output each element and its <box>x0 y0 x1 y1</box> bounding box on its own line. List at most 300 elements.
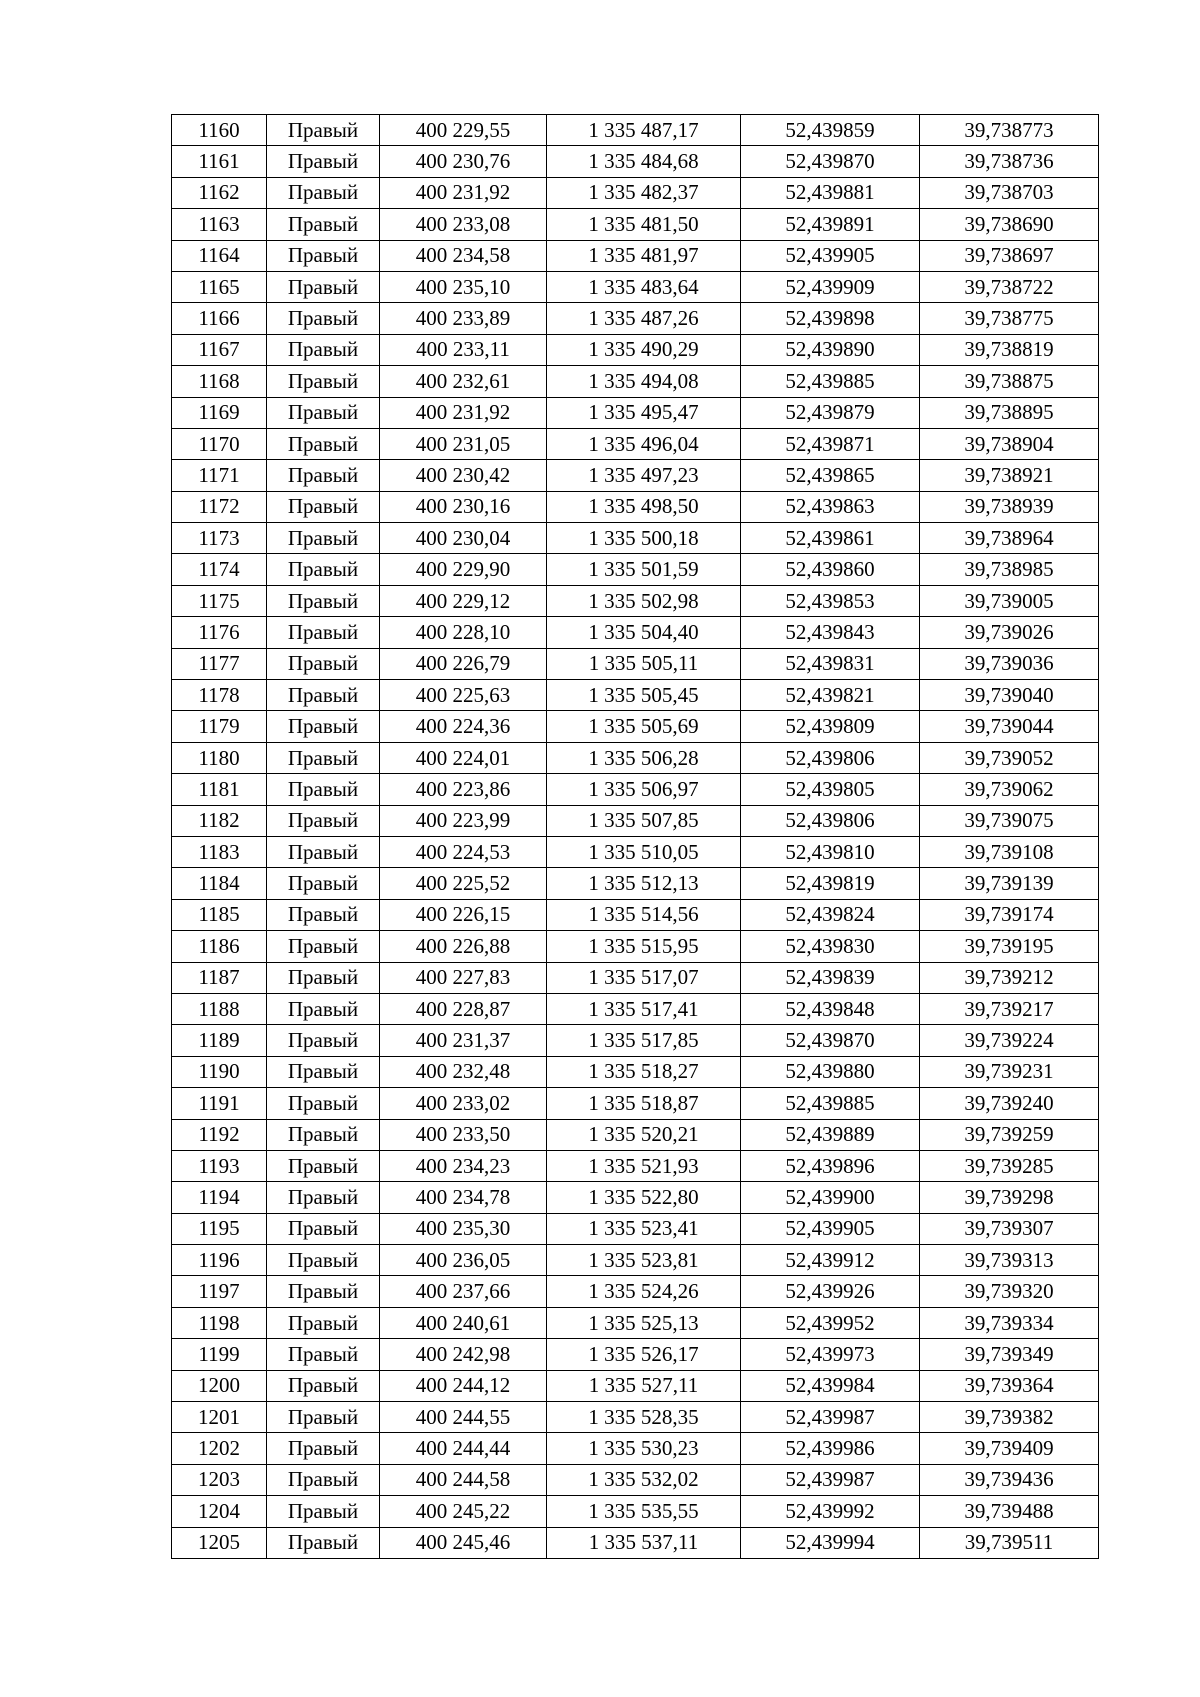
latitude-cell: 52,439861 <box>741 523 920 554</box>
point-number-cell: 1199 <box>172 1339 267 1370</box>
point-number-cell: 1189 <box>172 1025 267 1056</box>
y-coordinate-cell: 1 335 496,04 <box>547 428 741 459</box>
latitude-cell: 52,439992 <box>741 1496 920 1527</box>
latitude-cell: 52,439880 <box>741 1056 920 1087</box>
longitude-cell: 39,739307 <box>920 1213 1099 1244</box>
y-coordinate-cell: 1 335 483,64 <box>547 271 741 302</box>
longitude-cell: 39,739349 <box>920 1339 1099 1370</box>
point-number-cell: 1202 <box>172 1433 267 1464</box>
x-coordinate-cell: 400 223,99 <box>380 805 547 836</box>
longitude-cell: 39,739259 <box>920 1119 1099 1150</box>
y-coordinate-cell: 1 335 517,85 <box>547 1025 741 1056</box>
longitude-cell: 39,739052 <box>920 742 1099 773</box>
longitude-cell: 39,738939 <box>920 491 1099 522</box>
table-row <box>172 1056 1099 1087</box>
latitude-cell: 52,439806 <box>741 742 920 773</box>
point-number-cell: 1177 <box>172 648 267 679</box>
longitude-cell: 39,739174 <box>920 899 1099 930</box>
y-coordinate-cell: 1 335 507,85 <box>547 805 741 836</box>
x-coordinate-cell: 400 245,22 <box>380 1496 547 1527</box>
latitude-cell: 52,439879 <box>741 397 920 428</box>
point-number-cell: 1181 <box>172 774 267 805</box>
point-number-cell: 1194 <box>172 1182 267 1213</box>
latitude-cell: 52,439898 <box>741 303 920 334</box>
side-cell: Правый <box>267 1213 380 1244</box>
y-coordinate-cell: 1 335 526,17 <box>547 1339 741 1370</box>
point-number-cell: 1163 <box>172 209 267 240</box>
x-coordinate-cell: 400 231,92 <box>380 177 547 208</box>
latitude-cell: 52,439905 <box>741 1213 920 1244</box>
latitude-cell: 52,439870 <box>741 146 920 177</box>
longitude-cell: 39,739224 <box>920 1025 1099 1056</box>
longitude-cell: 39,739005 <box>920 585 1099 616</box>
table-row <box>172 397 1099 428</box>
table-row <box>172 1464 1099 1495</box>
side-cell: Правый <box>267 1307 380 1338</box>
table-row <box>172 1276 1099 1307</box>
point-number-cell: 1167 <box>172 334 267 365</box>
side-cell: Правый <box>267 1276 380 1307</box>
coordinates-table-body <box>172 115 1099 1559</box>
longitude-cell: 39,739139 <box>920 868 1099 899</box>
y-coordinate-cell: 1 335 518,87 <box>547 1088 741 1119</box>
side-cell: Правый <box>267 209 380 240</box>
latitude-cell: 52,439819 <box>741 868 920 899</box>
latitude-cell: 52,439926 <box>741 1276 920 1307</box>
point-number-cell: 1174 <box>172 554 267 585</box>
longitude-cell: 39,739212 <box>920 962 1099 993</box>
side-cell: Правый <box>267 460 380 491</box>
point-number-cell: 1185 <box>172 899 267 930</box>
x-coordinate-cell: 400 230,04 <box>380 523 547 554</box>
y-coordinate-cell: 1 335 504,40 <box>547 617 741 648</box>
x-coordinate-cell: 400 231,37 <box>380 1025 547 1056</box>
point-number-cell: 1183 <box>172 836 267 867</box>
side-cell: Правый <box>267 1088 380 1119</box>
side-cell: Правый <box>267 366 380 397</box>
longitude-cell: 39,739075 <box>920 805 1099 836</box>
x-coordinate-cell: 400 224,01 <box>380 742 547 773</box>
side-cell: Правый <box>267 554 380 585</box>
latitude-cell: 52,439865 <box>741 460 920 491</box>
table-row <box>172 868 1099 899</box>
latitude-cell: 52,439900 <box>741 1182 920 1213</box>
latitude-cell: 52,439810 <box>741 836 920 867</box>
point-number-cell: 1179 <box>172 711 267 742</box>
table-row <box>172 774 1099 805</box>
x-coordinate-cell: 400 226,79 <box>380 648 547 679</box>
latitude-cell: 52,439885 <box>741 366 920 397</box>
table-row <box>172 209 1099 240</box>
table-row <box>172 931 1099 962</box>
latitude-cell: 52,439853 <box>741 585 920 616</box>
point-number-cell: 1175 <box>172 585 267 616</box>
point-number-cell: 1165 <box>172 271 267 302</box>
y-coordinate-cell: 1 335 505,45 <box>547 680 741 711</box>
latitude-cell: 52,439896 <box>741 1150 920 1181</box>
point-number-cell: 1184 <box>172 868 267 899</box>
x-coordinate-cell: 400 233,11 <box>380 334 547 365</box>
x-coordinate-cell: 400 235,10 <box>380 271 547 302</box>
x-coordinate-cell: 400 224,53 <box>380 836 547 867</box>
side-cell: Правый <box>267 1119 380 1150</box>
x-coordinate-cell: 400 233,50 <box>380 1119 547 1150</box>
y-coordinate-cell: 1 335 490,29 <box>547 334 741 365</box>
latitude-cell: 52,439885 <box>741 1088 920 1119</box>
side-cell: Правый <box>267 146 380 177</box>
latitude-cell: 52,439871 <box>741 428 920 459</box>
x-coordinate-cell: 400 236,05 <box>380 1245 547 1276</box>
table-row <box>172 680 1099 711</box>
y-coordinate-cell: 1 335 510,05 <box>547 836 741 867</box>
latitude-cell: 52,439843 <box>741 617 920 648</box>
table-row <box>172 240 1099 271</box>
point-number-cell: 1172 <box>172 491 267 522</box>
point-number-cell: 1205 <box>172 1527 267 1558</box>
longitude-cell: 39,738697 <box>920 240 1099 271</box>
longitude-cell: 39,738690 <box>920 209 1099 240</box>
table-row <box>172 711 1099 742</box>
y-coordinate-cell: 1 335 487,17 <box>547 115 741 146</box>
x-coordinate-cell: 400 233,02 <box>380 1088 547 1119</box>
latitude-cell: 52,439870 <box>741 1025 920 1056</box>
x-coordinate-cell: 400 229,12 <box>380 585 547 616</box>
point-number-cell: 1201 <box>172 1402 267 1433</box>
longitude-cell: 39,738773 <box>920 115 1099 146</box>
table-row <box>172 1370 1099 1401</box>
y-coordinate-cell: 1 335 487,26 <box>547 303 741 334</box>
table-row <box>172 805 1099 836</box>
longitude-cell: 39,738904 <box>920 428 1099 459</box>
longitude-cell: 39,739313 <box>920 1245 1099 1276</box>
table-row <box>172 1433 1099 1464</box>
point-number-cell: 1161 <box>172 146 267 177</box>
latitude-cell: 52,439909 <box>741 271 920 302</box>
longitude-cell: 39,738964 <box>920 523 1099 554</box>
y-coordinate-cell: 1 335 525,13 <box>547 1307 741 1338</box>
y-coordinate-cell: 1 335 523,81 <box>547 1245 741 1276</box>
point-number-cell: 1180 <box>172 742 267 773</box>
table-row <box>172 1025 1099 1056</box>
x-coordinate-cell: 400 231,05 <box>380 428 547 459</box>
point-number-cell: 1191 <box>172 1088 267 1119</box>
latitude-cell: 52,439994 <box>741 1527 920 1558</box>
point-number-cell: 1168 <box>172 366 267 397</box>
latitude-cell: 52,439839 <box>741 962 920 993</box>
table-row <box>172 271 1099 302</box>
table-row <box>172 742 1099 773</box>
x-coordinate-cell: 400 234,23 <box>380 1150 547 1181</box>
x-coordinate-cell: 400 233,89 <box>380 303 547 334</box>
y-coordinate-cell: 1 335 523,41 <box>547 1213 741 1244</box>
y-coordinate-cell: 1 335 497,23 <box>547 460 741 491</box>
point-number-cell: 1173 <box>172 523 267 554</box>
table-row <box>172 1402 1099 1433</box>
side-cell: Правый <box>267 240 380 271</box>
side-cell: Правый <box>267 177 380 208</box>
x-coordinate-cell: 400 228,10 <box>380 617 547 648</box>
table-row <box>172 523 1099 554</box>
latitude-cell: 52,439889 <box>741 1119 920 1150</box>
longitude-cell: 39,739240 <box>920 1088 1099 1119</box>
side-cell: Правый <box>267 742 380 773</box>
point-number-cell: 1197 <box>172 1276 267 1307</box>
table-row <box>172 146 1099 177</box>
side-cell: Правый <box>267 334 380 365</box>
table-row <box>172 617 1099 648</box>
y-coordinate-cell: 1 335 495,47 <box>547 397 741 428</box>
y-coordinate-cell: 1 335 505,11 <box>547 648 741 679</box>
side-cell: Правый <box>267 962 380 993</box>
y-coordinate-cell: 1 335 515,95 <box>547 931 741 962</box>
side-cell: Правый <box>267 491 380 522</box>
longitude-cell: 39,739298 <box>920 1182 1099 1213</box>
table-row <box>172 836 1099 867</box>
side-cell: Правый <box>267 648 380 679</box>
side-cell: Правый <box>267 1496 380 1527</box>
side-cell: Правый <box>267 711 380 742</box>
table-row <box>172 334 1099 365</box>
side-cell: Правый <box>267 585 380 616</box>
side-cell: Правый <box>267 1339 380 1370</box>
table-row <box>172 366 1099 397</box>
x-coordinate-cell: 400 245,46 <box>380 1527 547 1558</box>
table-row <box>172 1213 1099 1244</box>
longitude-cell: 39,739382 <box>920 1402 1099 1433</box>
latitude-cell: 52,439973 <box>741 1339 920 1370</box>
point-number-cell: 1187 <box>172 962 267 993</box>
y-coordinate-cell: 1 335 506,97 <box>547 774 741 805</box>
x-coordinate-cell: 400 223,86 <box>380 774 547 805</box>
x-coordinate-cell: 400 230,16 <box>380 491 547 522</box>
longitude-cell: 39,738875 <box>920 366 1099 397</box>
longitude-cell: 39,739108 <box>920 836 1099 867</box>
latitude-cell: 52,439905 <box>741 240 920 271</box>
latitude-cell: 52,439860 <box>741 554 920 585</box>
side-cell: Правый <box>267 931 380 962</box>
x-coordinate-cell: 400 240,61 <box>380 1307 547 1338</box>
latitude-cell: 52,439830 <box>741 931 920 962</box>
table-row <box>172 303 1099 334</box>
table-row <box>172 1088 1099 1119</box>
longitude-cell: 39,739320 <box>920 1276 1099 1307</box>
longitude-cell: 39,738736 <box>920 146 1099 177</box>
longitude-cell: 39,739195 <box>920 931 1099 962</box>
longitude-cell: 39,739436 <box>920 1464 1099 1495</box>
side-cell: Правый <box>267 397 380 428</box>
longitude-cell: 39,739334 <box>920 1307 1099 1338</box>
point-number-cell: 1166 <box>172 303 267 334</box>
point-number-cell: 1204 <box>172 1496 267 1527</box>
table-row <box>172 1119 1099 1150</box>
side-cell: Правый <box>267 617 380 648</box>
side-cell: Правый <box>267 868 380 899</box>
longitude-cell: 39,739364 <box>920 1370 1099 1401</box>
point-number-cell: 1169 <box>172 397 267 428</box>
latitude-cell: 52,439831 <box>741 648 920 679</box>
y-coordinate-cell: 1 335 505,69 <box>547 711 741 742</box>
side-cell: Правый <box>267 836 380 867</box>
x-coordinate-cell: 400 244,12 <box>380 1370 547 1401</box>
longitude-cell: 39,738703 <box>920 177 1099 208</box>
y-coordinate-cell: 1 335 528,35 <box>547 1402 741 1433</box>
y-coordinate-cell: 1 335 501,59 <box>547 554 741 585</box>
point-number-cell: 1200 <box>172 1370 267 1401</box>
latitude-cell: 52,439987 <box>741 1402 920 1433</box>
table-row <box>172 993 1099 1024</box>
side-cell: Правый <box>267 1150 380 1181</box>
x-coordinate-cell: 400 224,36 <box>380 711 547 742</box>
side-cell: Правый <box>267 1025 380 1056</box>
y-coordinate-cell: 1 335 494,08 <box>547 366 741 397</box>
x-coordinate-cell: 400 226,15 <box>380 899 547 930</box>
y-coordinate-cell: 1 335 537,11 <box>547 1527 741 1558</box>
x-coordinate-cell: 400 225,63 <box>380 680 547 711</box>
side-cell: Правый <box>267 1370 380 1401</box>
table-row <box>172 115 1099 146</box>
y-coordinate-cell: 1 335 481,97 <box>547 240 741 271</box>
point-number-cell: 1162 <box>172 177 267 208</box>
x-coordinate-cell: 400 227,83 <box>380 962 547 993</box>
latitude-cell: 52,439859 <box>741 115 920 146</box>
table-row <box>172 1245 1099 1276</box>
x-coordinate-cell: 400 229,55 <box>380 115 547 146</box>
point-number-cell: 1164 <box>172 240 267 271</box>
point-number-cell: 1186 <box>172 931 267 962</box>
side-cell: Правый <box>267 523 380 554</box>
y-coordinate-cell: 1 335 535,55 <box>547 1496 741 1527</box>
y-coordinate-cell: 1 335 484,68 <box>547 146 741 177</box>
longitude-cell: 39,739511 <box>920 1527 1099 1558</box>
y-coordinate-cell: 1 335 514,56 <box>547 899 741 930</box>
longitude-cell: 39,738895 <box>920 397 1099 428</box>
coordinates-table <box>171 114 1099 1559</box>
y-coordinate-cell: 1 335 498,50 <box>547 491 741 522</box>
point-number-cell: 1171 <box>172 460 267 491</box>
point-number-cell: 1176 <box>172 617 267 648</box>
table-row <box>172 428 1099 459</box>
latitude-cell: 52,439987 <box>741 1464 920 1495</box>
y-coordinate-cell: 1 335 482,37 <box>547 177 741 208</box>
table-row <box>172 648 1099 679</box>
y-coordinate-cell: 1 335 517,07 <box>547 962 741 993</box>
table-row <box>172 962 1099 993</box>
y-coordinate-cell: 1 335 502,98 <box>547 585 741 616</box>
table-row <box>172 1339 1099 1370</box>
x-coordinate-cell: 400 228,87 <box>380 993 547 1024</box>
longitude-cell: 39,738775 <box>920 303 1099 334</box>
latitude-cell: 52,439890 <box>741 334 920 365</box>
x-coordinate-cell: 400 232,48 <box>380 1056 547 1087</box>
longitude-cell: 39,738921 <box>920 460 1099 491</box>
x-coordinate-cell: 400 234,58 <box>380 240 547 271</box>
x-coordinate-cell: 400 231,92 <box>380 397 547 428</box>
table-row <box>172 1182 1099 1213</box>
side-cell: Правый <box>267 271 380 302</box>
y-coordinate-cell: 1 335 520,21 <box>547 1119 741 1150</box>
x-coordinate-cell: 400 244,44 <box>380 1433 547 1464</box>
x-coordinate-cell: 400 225,52 <box>380 868 547 899</box>
latitude-cell: 52,439824 <box>741 899 920 930</box>
longitude-cell: 39,738985 <box>920 554 1099 585</box>
side-cell: Правый <box>267 1402 380 1433</box>
y-coordinate-cell: 1 335 517,41 <box>547 993 741 1024</box>
x-coordinate-cell: 400 244,55 <box>380 1402 547 1433</box>
x-coordinate-cell: 400 237,66 <box>380 1276 547 1307</box>
side-cell: Правый <box>267 1433 380 1464</box>
side-cell: Правый <box>267 115 380 146</box>
table-row <box>172 1307 1099 1338</box>
point-number-cell: 1203 <box>172 1464 267 1495</box>
table-row <box>172 460 1099 491</box>
x-coordinate-cell: 400 226,88 <box>380 931 547 962</box>
x-coordinate-cell: 400 244,58 <box>380 1464 547 1495</box>
latitude-cell: 52,439805 <box>741 774 920 805</box>
table-row <box>172 491 1099 522</box>
x-coordinate-cell: 400 235,30 <box>380 1213 547 1244</box>
side-cell: Правый <box>267 805 380 836</box>
longitude-cell: 39,739044 <box>920 711 1099 742</box>
side-cell: Правый <box>267 303 380 334</box>
table-row <box>172 1150 1099 1181</box>
x-coordinate-cell: 400 229,90 <box>380 554 547 585</box>
longitude-cell: 39,739062 <box>920 774 1099 805</box>
point-number-cell: 1190 <box>172 1056 267 1087</box>
longitude-cell: 39,739036 <box>920 648 1099 679</box>
table-row <box>172 585 1099 616</box>
latitude-cell: 52,439986 <box>741 1433 920 1464</box>
side-cell: Правый <box>267 428 380 459</box>
x-coordinate-cell: 400 242,98 <box>380 1339 547 1370</box>
longitude-cell: 39,739217 <box>920 993 1099 1024</box>
latitude-cell: 52,439984 <box>741 1370 920 1401</box>
longitude-cell: 39,739040 <box>920 680 1099 711</box>
latitude-cell: 52,439809 <box>741 711 920 742</box>
latitude-cell: 52,439806 <box>741 805 920 836</box>
table-row <box>172 554 1099 585</box>
latitude-cell: 52,439912 <box>741 1245 920 1276</box>
y-coordinate-cell: 1 335 521,93 <box>547 1150 741 1181</box>
y-coordinate-cell: 1 335 481,50 <box>547 209 741 240</box>
point-number-cell: 1188 <box>172 993 267 1024</box>
longitude-cell: 39,739488 <box>920 1496 1099 1527</box>
point-number-cell: 1198 <box>172 1307 267 1338</box>
y-coordinate-cell: 1 335 527,11 <box>547 1370 741 1401</box>
point-number-cell: 1178 <box>172 680 267 711</box>
x-coordinate-cell: 400 233,08 <box>380 209 547 240</box>
latitude-cell: 52,439848 <box>741 993 920 1024</box>
x-coordinate-cell: 400 230,76 <box>380 146 547 177</box>
x-coordinate-cell: 400 230,42 <box>380 460 547 491</box>
side-cell: Правый <box>267 1056 380 1087</box>
latitude-cell: 52,439821 <box>741 680 920 711</box>
x-coordinate-cell: 400 234,78 <box>380 1182 547 1213</box>
y-coordinate-cell: 1 335 522,80 <box>547 1182 741 1213</box>
side-cell: Правый <box>267 1182 380 1213</box>
side-cell: Правый <box>267 1527 380 1558</box>
point-number-cell: 1160 <box>172 115 267 146</box>
point-number-cell: 1193 <box>172 1150 267 1181</box>
point-number-cell: 1196 <box>172 1245 267 1276</box>
side-cell: Правый <box>267 1245 380 1276</box>
latitude-cell: 52,439881 <box>741 177 920 208</box>
latitude-cell: 52,439952 <box>741 1307 920 1338</box>
longitude-cell: 39,739409 <box>920 1433 1099 1464</box>
y-coordinate-cell: 1 335 506,28 <box>547 742 741 773</box>
table-row <box>172 177 1099 208</box>
y-coordinate-cell: 1 335 512,13 <box>547 868 741 899</box>
side-cell: Правый <box>267 680 380 711</box>
